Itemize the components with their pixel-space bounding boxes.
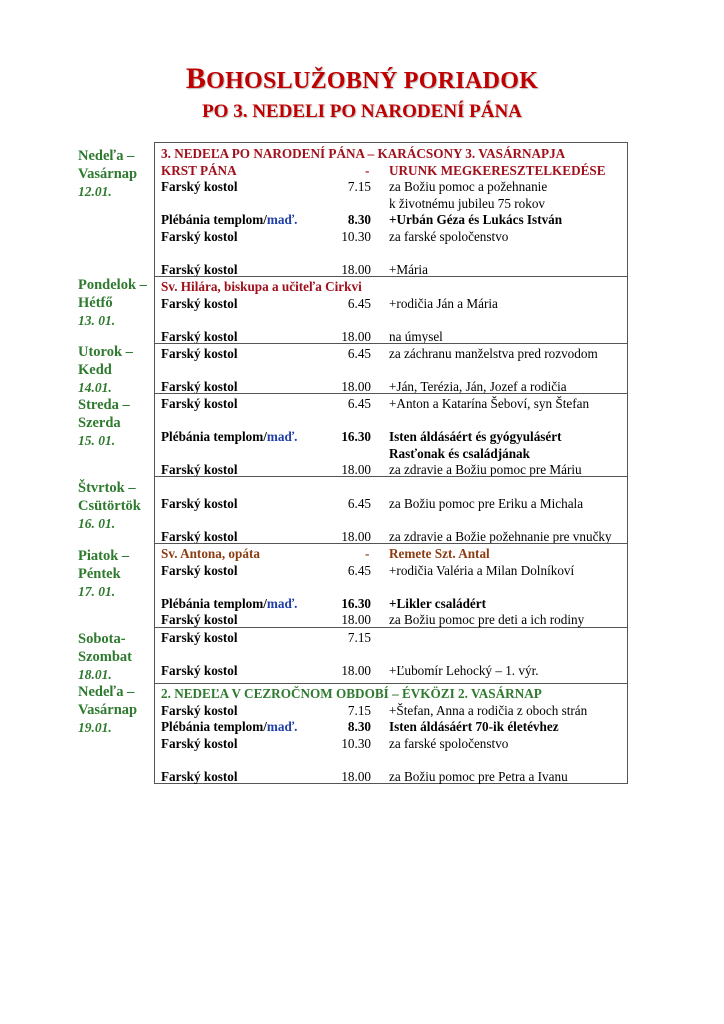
place-name: Farský kostol (161, 663, 238, 678)
intention-cell: Rasťonak és családjának (389, 445, 530, 461)
header-text: Sv. Hilára, biskupa a učiteľa Cirkvi (161, 279, 362, 294)
day-label (78, 630, 154, 684)
time-cell: 18.00 (341, 379, 371, 394)
header-text: 3. NEDEĽA PO NARODENÍ PÁNA – KARÁCSONY 3. VASÁRNAPJA (161, 146, 566, 161)
day-label (78, 343, 154, 397)
day-name: Utorok – Kedd (78, 344, 133, 378)
table-row (155, 595, 627, 612)
section-divider (155, 627, 627, 628)
time-cell: 18.00 (341, 261, 371, 277)
section-divider (155, 683, 627, 684)
place-cell (161, 228, 238, 245)
table-row (155, 478, 627, 495)
place-name: Farský kostol (161, 735, 238, 751)
place-name: Plébánia templom/ (161, 719, 267, 734)
place-name: Farský kostol (161, 612, 238, 627)
day-label (78, 147, 154, 201)
intention-cell: Isten áldásáért és gyógyulásért (389, 429, 562, 444)
page-title (0, 62, 724, 96)
table-row (155, 211, 627, 228)
intention-cell: +rodičia Ján a Mária (389, 295, 498, 311)
table-row (155, 412, 627, 429)
header-left: Sv. Antona, opáta (161, 546, 260, 561)
title-rest: OHOSLUŽOBNÝ PORIADOK (206, 68, 539, 94)
place-name: Farský kostol (161, 462, 238, 477)
day-name: Streda – Szerda (78, 397, 130, 431)
header-dash: - (365, 546, 370, 561)
place-cell (161, 735, 238, 752)
header-right: URUNK MEGKERESZTELKEDÉSE (389, 162, 606, 178)
section-header (155, 162, 627, 179)
table-row (155, 562, 627, 579)
place-cell (161, 528, 238, 545)
day-label (78, 396, 154, 450)
place-name: Farský kostol (161, 179, 238, 194)
section-divider (155, 476, 627, 477)
section-divider (155, 276, 627, 277)
day-name: Nedeľa – Vasárnap (78, 148, 138, 182)
table-row (155, 495, 627, 512)
intention-cell: za Božiu pomoc a požehnanie (389, 179, 548, 194)
section-header (155, 145, 627, 162)
time-cell: 6.45 (347, 346, 371, 361)
table-row (155, 768, 627, 785)
time-cell: 18.00 (341, 768, 371, 784)
time-cell: 6.45 (347, 295, 371, 311)
table-row (155, 295, 627, 312)
table-row (155, 195, 627, 212)
intention-cell: +rodičia Valéria a Milan Dolníkoví (389, 562, 575, 578)
place-name: Farský kostol (161, 346, 238, 361)
place-cell (161, 261, 238, 278)
intention-cell: +Ján, Terézia, Ján, Jozef a rodičia (389, 379, 567, 394)
day-date: 12.01. (78, 184, 112, 199)
place-name: Farský kostol (161, 495, 238, 511)
intention-cell: +Urbán Géza és Lukács István (389, 212, 563, 227)
table-row (155, 362, 627, 379)
place-name: Plébánia templom/ (161, 212, 267, 227)
time-cell: 7.15 (347, 702, 371, 718)
table-row (155, 395, 627, 412)
time-cell: 16.30 (341, 429, 371, 444)
intention-cell: +Ľubomír Lehocký – 1. výr. (389, 663, 539, 678)
day-date: 14.01. (78, 380, 112, 395)
time-cell: 18.00 (341, 462, 371, 477)
place-name: Farský kostol (161, 630, 238, 645)
day-name: Piatok – Péntek (78, 548, 130, 582)
intention-cell: +Likler családért (389, 595, 487, 611)
day-date: 15. 01. (78, 433, 116, 448)
time-cell: 6.45 (347, 495, 371, 511)
intention-cell: +Anton a Katarína Šeboví, syn Štefan (389, 396, 590, 411)
intention-cell: za farské spoločenstvo (389, 228, 509, 244)
time-cell: 10.30 (341, 735, 371, 751)
time-cell: 8.30 (347, 719, 371, 734)
time-cell: 6.45 (347, 562, 371, 578)
place-name: Farský kostol (161, 379, 238, 394)
language-marker: maď. (266, 429, 298, 444)
intention-cell: k životnému jubileu 75 rokov (389, 195, 546, 211)
header-text: 2. NEDEĽA V CEZROČNOM OBDOBÍ – ÉVKÖZI 2. VASÁRNAP (161, 686, 542, 701)
language-marker: maď. (266, 595, 298, 611)
day-name: Štvrtok – Csütörtök (78, 480, 141, 514)
table-row (155, 445, 627, 462)
table-row (155, 646, 627, 663)
place-name: Farský kostol (161, 295, 238, 311)
page-subtitle: PO 3. NEDELI PO NARODENÍ PÁNA (202, 101, 522, 122)
header-left: KRST PÁNA (161, 162, 237, 178)
place-cell (161, 562, 238, 579)
place-cell (161, 702, 238, 719)
language-marker: maď. (266, 212, 298, 227)
table-row (155, 578, 627, 595)
table-row (155, 511, 627, 528)
time-cell: 10.30 (341, 228, 371, 244)
section-divider (155, 543, 627, 544)
table-row (155, 178, 627, 195)
day-label (78, 479, 154, 533)
table-row (155, 735, 627, 752)
intention-cell: za zdravie a Božie požehnanie pre vnučky (389, 528, 612, 544)
place-cell (161, 718, 297, 735)
intention-cell: na úmysel (389, 328, 443, 344)
day-name: Sobota-Szombat (78, 631, 132, 665)
time-cell: 18.00 (341, 663, 371, 678)
table-row (155, 751, 627, 768)
day-label (78, 276, 154, 330)
section-header (155, 545, 627, 562)
table-row (155, 528, 627, 545)
day-name: Pondelok – Hétfő (78, 277, 147, 311)
table-row (155, 228, 627, 245)
day-name: Nedeľa – Vasárnap (78, 684, 138, 718)
table-row (155, 244, 627, 261)
time-cell: 7.15 (347, 630, 371, 645)
place-cell (161, 768, 238, 785)
place-name: Plébánia templom/ (161, 595, 267, 611)
intention-cell: za Božiu pomoc pre deti a ich rodiny (389, 612, 585, 627)
place-cell (161, 295, 238, 312)
section-header (155, 685, 627, 702)
place-name: Farský kostol (161, 261, 238, 277)
place-cell (161, 328, 238, 345)
table-row (155, 702, 627, 719)
day-label (78, 547, 154, 601)
time-cell: 18.00 (341, 528, 371, 544)
intention-cell: Isten áldásáért 70-ik életévhez (389, 719, 559, 734)
place-name: Farský kostol (161, 228, 238, 244)
place-cell (161, 629, 238, 646)
table-row (155, 261, 627, 278)
time-cell: 6.45 (347, 396, 371, 411)
table-row (155, 428, 627, 445)
section-divider (155, 343, 627, 344)
table-row (155, 662, 627, 679)
table-row (155, 718, 627, 735)
place-cell (161, 611, 238, 628)
intention-cell: za Božiu pomoc pre Eriku a Michala (389, 495, 584, 511)
place-cell (161, 211, 297, 228)
place-cell (161, 395, 238, 412)
place-cell (161, 345, 238, 362)
intention-cell: +Mária (389, 261, 428, 277)
day-date: 13. 01. (78, 313, 116, 328)
day-date: 18.01. (78, 667, 112, 682)
place-cell (161, 428, 297, 445)
place-cell (161, 662, 238, 679)
table-row (155, 311, 627, 328)
place-name: Farský kostol (161, 396, 238, 411)
table-row (155, 629, 627, 646)
section-header (155, 278, 627, 295)
intention-cell: +Štefan, Anna a rodičia z oboch strán (389, 702, 588, 718)
day-date: 19.01. (78, 720, 112, 735)
table-row (155, 328, 627, 345)
title-first-letter: B (185, 62, 207, 95)
time-cell: 8.30 (347, 212, 371, 227)
day-date: 16. 01. (78, 516, 116, 531)
place-cell (161, 595, 297, 612)
day-label (78, 683, 154, 737)
place-name: Plébánia templom/ (161, 429, 267, 444)
language-marker: maď. (266, 719, 298, 734)
place-name: Farský kostol (161, 702, 238, 718)
time-cell: 7.15 (347, 179, 371, 194)
time-cell: 18.00 (341, 612, 371, 627)
time-cell: 16.30 (341, 595, 371, 611)
time-cell: 18.00 (341, 328, 371, 344)
table-row (155, 345, 627, 362)
place-name: Farský kostol (161, 328, 238, 344)
day-date: 17. 01. (78, 584, 116, 599)
header-right: Remete Szt. Antal (389, 546, 490, 561)
intention-cell: za farské spoločenstvo (389, 735, 509, 751)
intention-cell: za zdravie a Božiu pomoc pre Máriu (389, 462, 582, 477)
table-row (155, 611, 627, 628)
header-dash: - (365, 162, 370, 178)
intention-cell: za Božiu pomoc pre Petra a Ivanu (389, 768, 568, 784)
place-cell (161, 495, 238, 512)
place-name: Farský kostol (161, 768, 238, 784)
schedule-table (154, 142, 628, 784)
intention-cell: za záchranu manželstva pred rozvodom (389, 346, 598, 361)
place-name: Farský kostol (161, 528, 238, 544)
section-divider (155, 393, 627, 394)
place-name: Farský kostol (161, 562, 238, 578)
place-cell (161, 178, 238, 195)
